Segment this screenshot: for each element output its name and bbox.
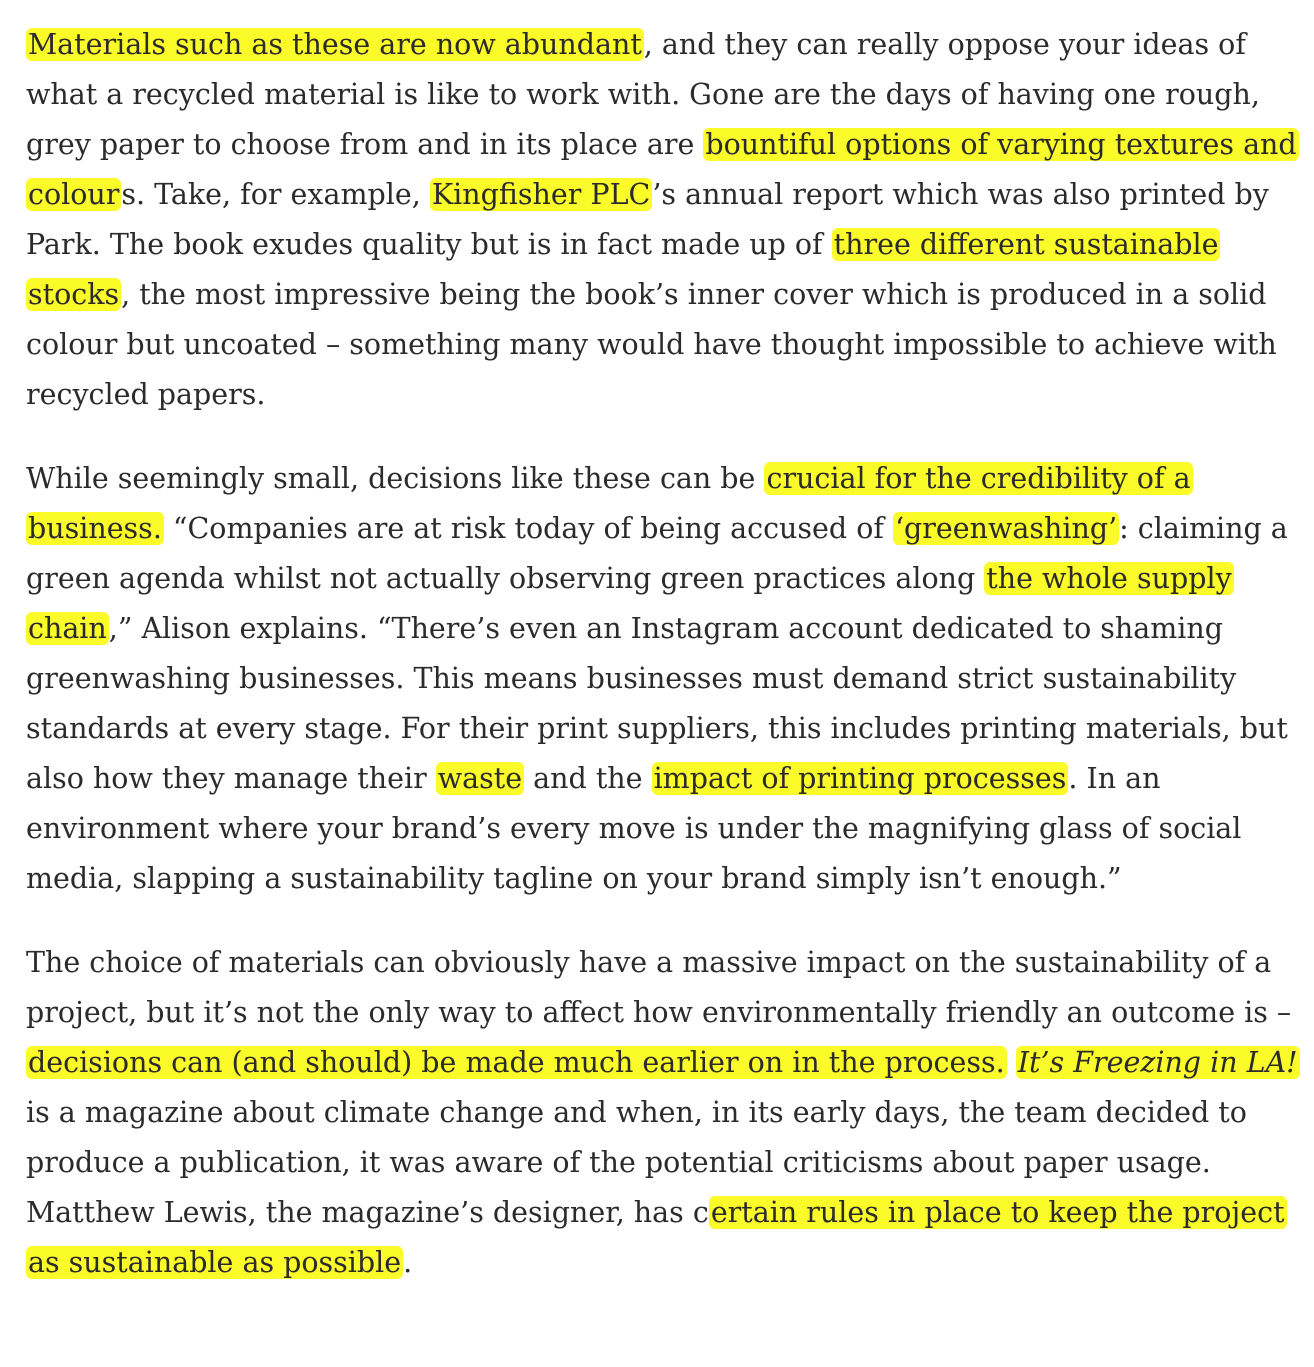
- body-text: ,” Alison explains. “There’s even an Instagram account dedicated to shaming greenwashing businesses. This means businesses must demand strict sustainability standards at every stage. For their print suppliers, this includes printing materials, but also how they manage their: [26, 612, 1288, 795]
- highlighted-text: Kingfisher PLC: [431, 178, 651, 211]
- highlighted-text: bountiful options of varying textures and colour: [28, 128, 1297, 211]
- body-text: and the: [524, 762, 652, 795]
- body-text: . In an environment where your brand’s every move is under the magnifying glass of social media, slapping a sustainability tagline on your brand simply isn’t enough.”: [26, 762, 1242, 895]
- body-text: , and they can really oppose your ideas of what a recycled material is like to work with. Gone are the days of having one rough, grey paper to choose from and in its place are: [26, 28, 1260, 161]
- highlighted-text: crucial for the credibility of a business.: [28, 462, 1191, 545]
- body-text: : claiming a green agenda whilst not actually observing green practices along: [26, 512, 1288, 595]
- body-text: .: [403, 1246, 413, 1279]
- highlighted-text: impact of printing processes: [653, 762, 1067, 795]
- highlighted-text: It’s Freezing in LA!: [1017, 1046, 1298, 1079]
- body-text: “Companies are at risk today of being accused of: [163, 512, 893, 545]
- paragraph-2: [26, 454, 1301, 904]
- body-text: The choice of materials can obviously have a massive impact on the sustainability of a project, but it’s not the only way to affect how environmentally friendly an outcome is –: [26, 946, 1292, 1029]
- highlighted-text: ertain rules in place to keep the project as sustainable as possible: [28, 1196, 1285, 1279]
- highlighted-text: three different sustainable stocks: [28, 228, 1219, 311]
- paragraph-3: [26, 938, 1301, 1288]
- body-text: , the most impressive being the book’s inner cover which is produced in a solid colour but uncoated – something many would have thought impossible to achieve with recycled papers.: [26, 278, 1277, 411]
- body-text: While seemingly small, decisions like these can be: [26, 462, 765, 495]
- article-body: [26, 20, 1301, 1322]
- highlighted-text: ‘greenwashing’: [894, 512, 1118, 545]
- highlighted-text: Materials such as these are now abundant: [28, 28, 642, 61]
- highlighted-text: the whole supply chain: [28, 562, 1232, 645]
- paragraph-1: [26, 20, 1301, 420]
- highlighted-text: waste: [437, 762, 523, 795]
- body-text: s. Take, for example,: [121, 178, 430, 211]
- body-text: [1007, 1046, 1016, 1079]
- highlighted-text: decisions can (and should) be made much earlier on in the process.: [28, 1046, 1005, 1079]
- body-text: ’s annual report which was also printed by Park. The book exudes quality but is in fact made up of: [26, 178, 1269, 261]
- body-text: is a magazine about climate change and when, in its early days, the team decided to produce a publication, it was aware of the potential criticisms about paper usage. Matthew Lewis, the magazine’s designer, has c: [26, 1096, 1247, 1229]
